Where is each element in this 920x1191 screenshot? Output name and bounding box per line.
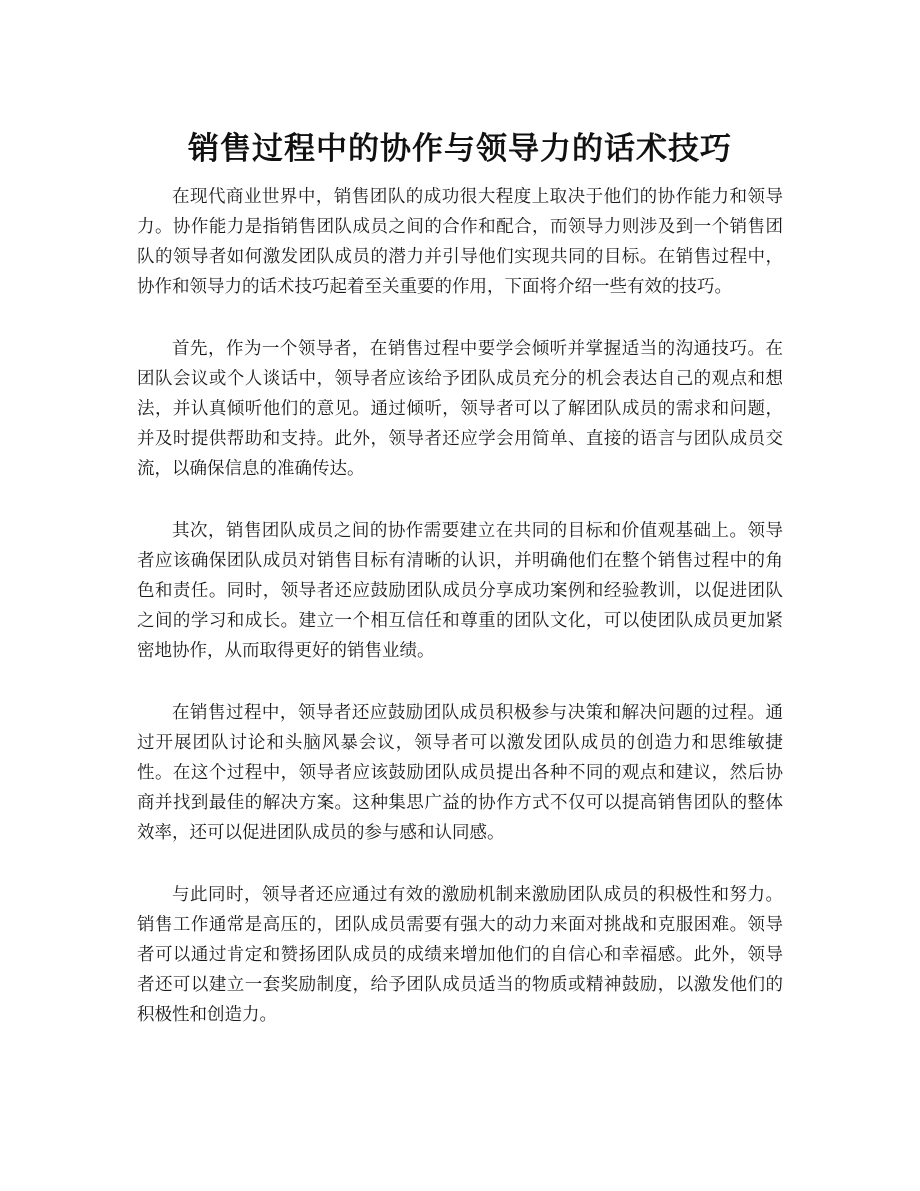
paragraph-4: 在销售过程中，领导者还应鼓励团队成员积极参与决策和解决问题的过程。通过开展团队讨论和头脑风暴会议，领导者可以激发团队成员的创造力和思维敏捷性。在这个过程中，领导者应该鼓励团队成员提出各种不同的观点和建议，然后协商并找到最佳的解决方案。这种集思广益的协作方式不仅可以提高销售团队的整体效率，还可以促进团队成员的参与感和认同感。 [137, 703, 783, 843]
document-body [137, 182, 783, 1062]
document-title: 销售过程中的协作与领导力的话术技巧 [188, 130, 732, 167]
paragraph-1: 在现代商业世界中，销售团队的成功很大程度上取决于他们的协作能力和领导力。协作能力是指销售团队成员之间的合作和配合，而领导力则涉及到一个销售团队的领导者如何激发团队成员的潜力并引导他们实现共同的目标。在销售过程中，协作和领导力的话术技巧起着至关重要的作用，下面将介绍一些有效的技巧。 [137, 187, 783, 297]
paragraph-2: 首先，作为一个领导者，在销售过程中要学会倾听并掌握适当的沟通技巧。在团队会议或个人谈话中，领导者应该给予团队成员充分的机会表达自己的观点和想法，并认真倾听他们的意见。通过倾听，领导者可以了解团队成员的需求和问题，并及时提供帮助和支持。此外，领导者还应学会用简单、直接的语言与团队成员交流，以确保信息的准确传达。 [137, 339, 783, 479]
paragraph-5: 与此同时，领导者还应通过有效的激励机制来激励团队成员的积极性和努力。销售工作通常是高压的，团队成员需要有强大的动力来面对挑战和克服困难。领导者可以通过肯定和赞扬团队成员的成绩来增加他们的自信心和幸福感。此外，领导者还可以建立一套奖励制度，给予团队成员适当的物质或精神鼓励，以激发他们的积极性和创造力。 [137, 885, 783, 1025]
paragraph-3: 其次，销售团队成员之间的协作需要建立在共同的目标和价值观基础上。领导者应该确保团队成员对销售目标有清晰的认识，并明确他们在整个销售过程中的角色和责任。同时，领导者还应鼓励团队成员分享成功案例和经验教训，以促进团队之间的学习和成长。建立一个相互信任和尊重的团队文化，可以使团队成员更加紧密地协作，从而取得更好的销售业绩。 [137, 521, 783, 661]
